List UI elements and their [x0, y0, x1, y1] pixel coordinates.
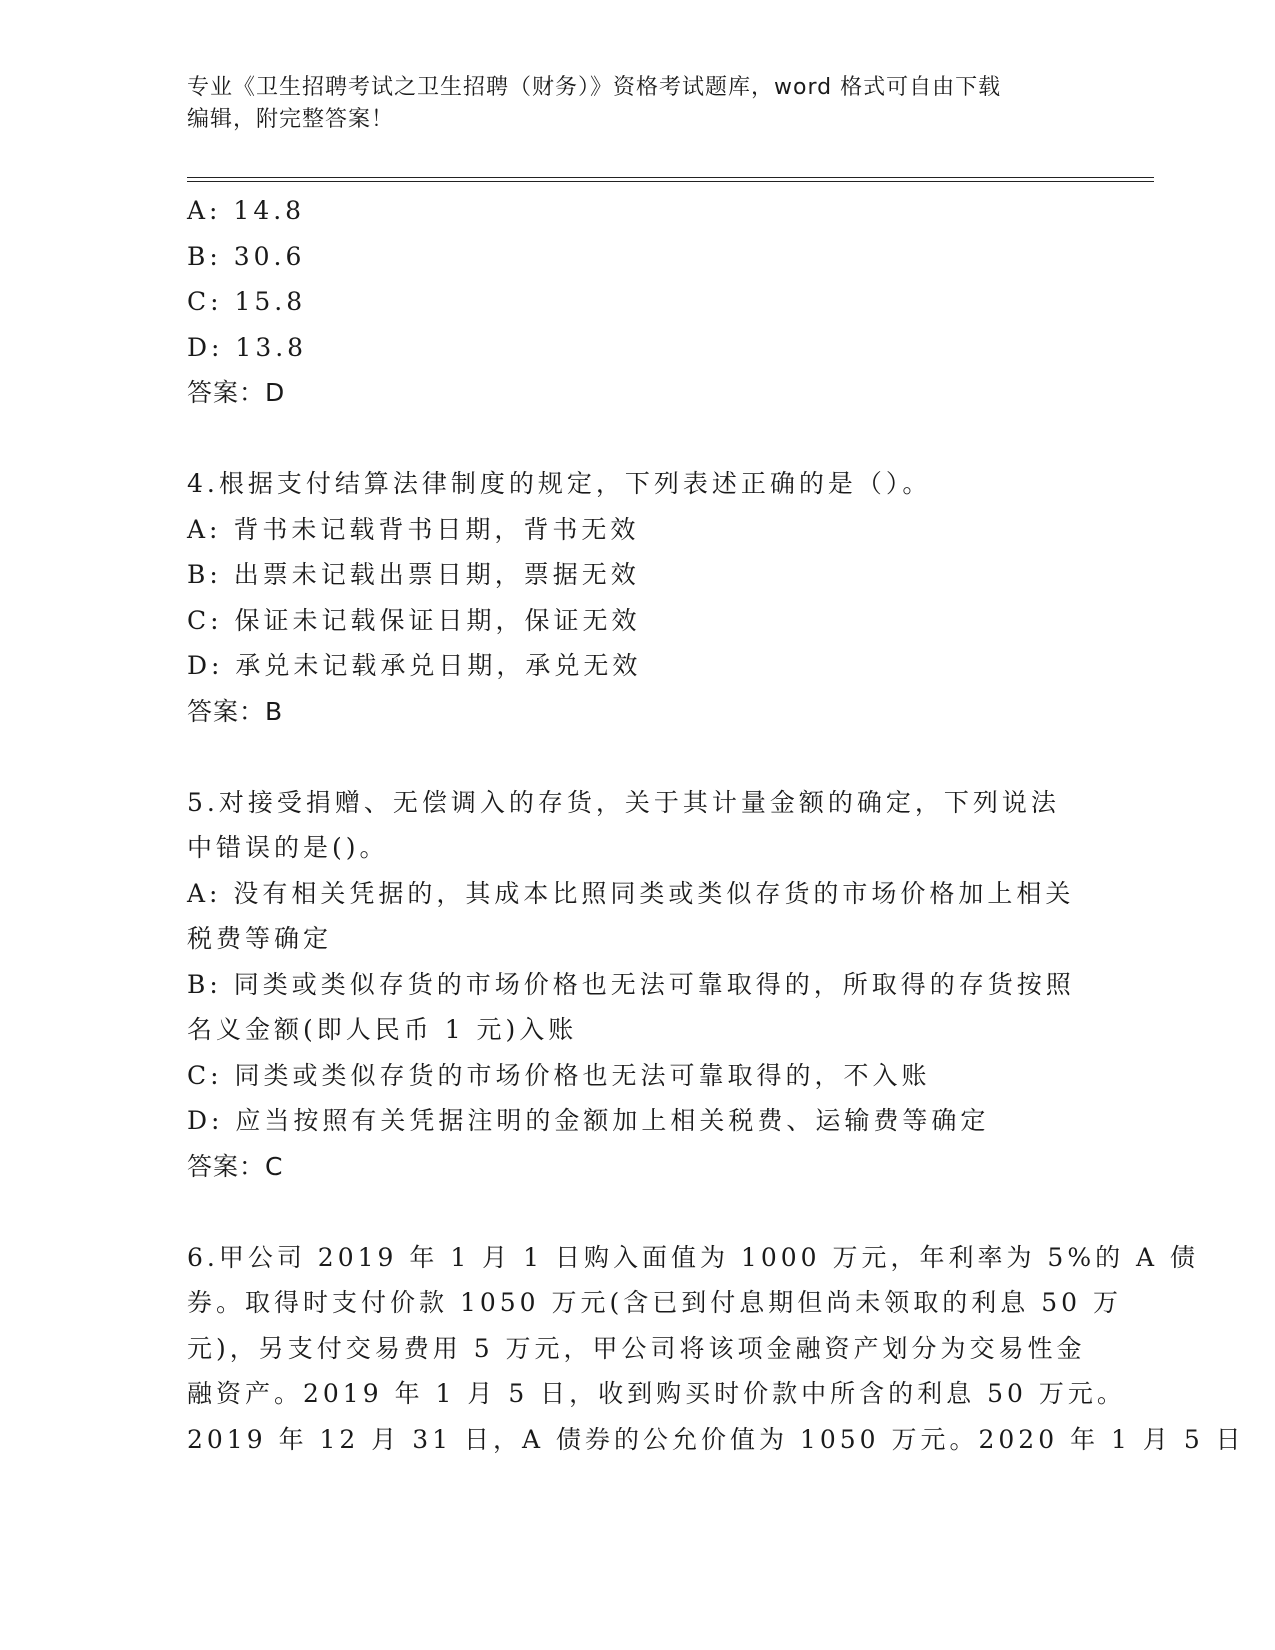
spacer — [187, 1189, 1087, 1235]
header-divider-bottom — [187, 181, 1154, 182]
spacer — [187, 416, 1087, 462]
option-c: C: 15.8 — [187, 287, 307, 316]
option-b: B: 出票未记载出票日期，票据无效 — [187, 560, 640, 589]
header-line-1: 专业《卫生招聘考试之卫生招聘（财务）》资格考试题库，word 格式可自由下载 — [187, 75, 1002, 100]
option-d: D: 应当按照有关凭据注明的金额加上相关税费、运输费等确定 — [187, 1106, 990, 1135]
option-d: D: 承兑未记载承兑日期，承兑无效 — [187, 651, 642, 680]
document-header — [187, 72, 1087, 136]
question-stem-line-2: 券。取得时支付价款 1050 万元(含已到付息期但尚未领取的利息 50 万 — [187, 1288, 1122, 1317]
question-stem-line-1: 5.对接受捐赠、无偿调入的存货，关于其计量金额的确定，下列说法 — [187, 787, 1060, 817]
header-divider-top — [187, 177, 1154, 178]
answer: 答案：D — [187, 378, 286, 407]
option-a: A: 14.8 — [187, 196, 306, 225]
option-c: C: 同类或类似存货的市场价格也无法可靠取得的，不入账 — [187, 1060, 931, 1090]
option-c: C: 保证未记载保证日期，保证无效 — [187, 605, 641, 635]
option-b-line-2: 名义金额(即人民币 1 元)入账 — [187, 1015, 578, 1044]
question-stem: 4.根据支付结算法律制度的规定，下列表述正确的是（）。 — [187, 469, 932, 498]
question-stem-line-1: 6.甲公司 2019 年 1 月 1 日购入面值为 1000 万元，年利率为 5%的 A 债 — [187, 1242, 1200, 1272]
option-b-line-1: B: 同类或类似存货的市场价格也无法可靠取得的，所取得的存货按照 — [187, 969, 1075, 999]
question-5 — [187, 780, 1087, 1190]
option-a-line-2: 税费等确定 — [187, 924, 333, 953]
option-b: B: 30.6 — [187, 241, 306, 271]
answer: 答案：C — [187, 1151, 284, 1181]
option-a-line-1: A: 没有相关凭据的，其成本比照同类或类似存货的市场价格加上相关 — [187, 878, 1075, 908]
question-list — [187, 188, 1245, 1462]
spacer — [187, 734, 1087, 780]
question-stem-line-5: 2019 年 12 月 31 日，A 债券的公允价值为 1050 万元。2020 年 1 月 5 日 — [187, 1424, 1245, 1454]
question-stem-line-2: 中错误的是()。 — [187, 833, 389, 862]
header-line-2: 编辑，附完整答案！ — [187, 107, 395, 132]
question-3 — [187, 188, 1087, 416]
option-a: A: 背书未记载背书日期，背书无效 — [187, 514, 640, 544]
option-d: D: 13.8 — [187, 332, 308, 362]
question-stem-line-3: 元)，另支付交易费用 5 万元，甲公司将该项金融资产划分为交易性金 — [187, 1333, 1086, 1363]
question-6 — [187, 1235, 1245, 1463]
question-4 — [187, 461, 1087, 734]
question-stem-line-4: 融资产。2019 年 1 月 5 日，收到购买时价款中所含的利息 50 万元。 — [187, 1379, 1126, 1408]
answer: 答案：B — [187, 696, 284, 726]
